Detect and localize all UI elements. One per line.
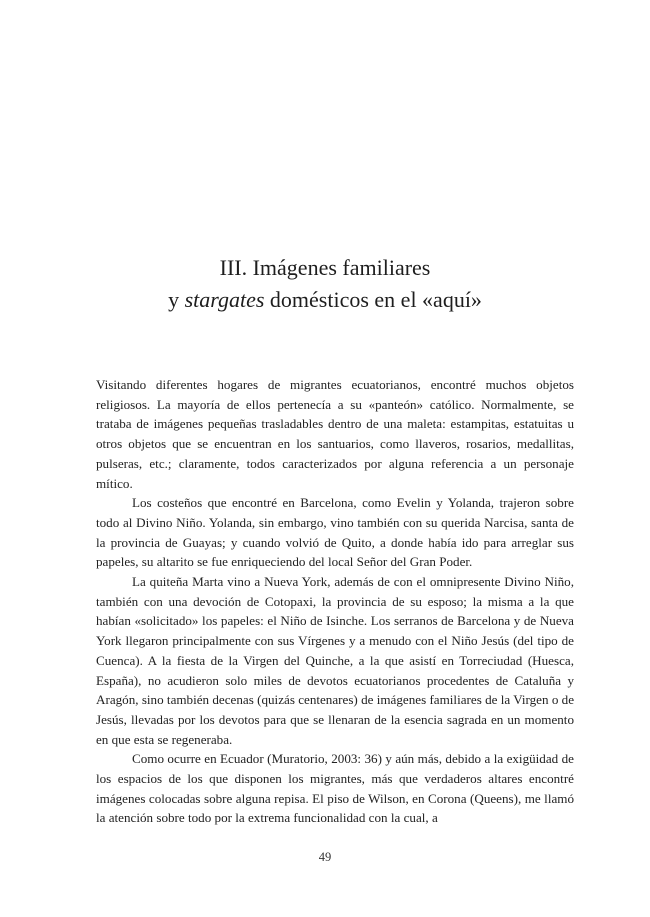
chapter-title-prefix: y	[168, 287, 185, 312]
paragraph-1: Visitando diferentes hogares de migrantes ecuatorianos, encontré muchos objetos religiosos. La mayoría de ellos pertenecía a su «panteón» católico. Normalmente, se trataba de imágenes pequeñas trasladables dentro de una maleta: estampitas, estatuitas u otros objetos que se encuentran en los santuarios, como llaveros, rosarios, medallitas, pulseras, etc.; claramente, todos caracterizados por alguna referencia a un personaje mítico.	[96, 377, 574, 491]
paragraph-2: Los costeños que encontré en Barcelona, como Evelin y Yolanda, trajeron sobre todo al Divino Niño. Yolanda, sin embargo, vino también con su querida Narcisa, santa de la provincia de Guayas; y cuando volvió de Quito, a donde había ido para arreglar sus papeles, su altarito se fue enriqueciendo del local Señor del Gran Poder.	[96, 495, 574, 570]
paragraph-4: Como ocurre en Ecuador (Muratorio, 2003: 36) y aún más, debido a la exigüidad de los espacios de los que disponen los migrantes, más que verdaderos altares encontré imágenes colocadas sobre alguna repisa. El piso de Wilson, en Corona (Queens), me llamó la atención sobre todo por la extrema funcionalidad con la cual, a	[96, 751, 574, 826]
chapter-title-suffix: domésticos en el «aquí»	[264, 287, 482, 312]
chapter-title-italic-term: stargates	[184, 287, 265, 312]
chapter-title-line-2	[60, 284, 590, 316]
chapter-title-line-1: III. Imágenes familiares	[219, 255, 431, 280]
chapter-title	[60, 252, 590, 316]
page-number: 49	[318, 850, 332, 864]
body-text	[96, 375, 574, 828]
paragraph-3: La quiteña Marta vino a Nueva York, además de con el omnipresente Divino Niño, también con una devoción de Cotopaxi, la provincia de su esposo; la misma a la que habían «solicitado» los papeles: el Niño de Isinche. Los serranos de Barcelona y de Nueva York llegaron principalmente con sus Vírgenes y a menudo con el Niño Jesús (del tipo de Cuenca). A la fiesta de la Virgen del Quinche, a la que asistí en Torreciudad (Huesca, España), no acudieron solo miles de devotos ecuatorianos procedentes de Cataluña y Aragón, sino también decenas (quizás centenares) de imágenes familiares de la Virgen o de Jesús, llevadas por los devotos para que se llenaran de la esencia sagrada en un momento en que esta se regeneraba.	[96, 574, 574, 747]
